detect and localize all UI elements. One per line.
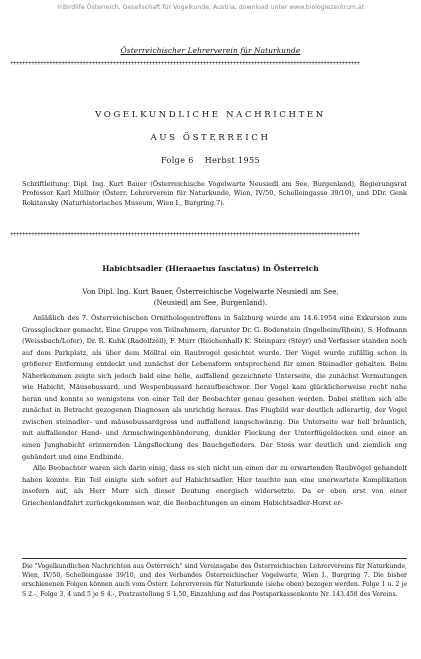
decorative-border-top: ++++++++++++++++++++++++++++++++++++++++++++++++++++++++++++++++++++++++++++++++++++++++++++++++++++++++++++++++++++ (10, 61, 360, 66)
paragraph-1: Anläßlich des 7. Österreichischen Ornithologentreffens in Salzburg wurde am 14.6.1954 eine Exkursion zum Grossglockner gemacht. Eine Gruppe von Teilnehmern, darunter Dr. G. Bodenstein (Ingelheim/Rhein), S. Hofmann (Weissbach/Lofer), Dr. R. Kuhk (Radolfzell), F. Murr (Reichenhall) K. Steinparz (Steyr) und Verfasser standen noch auf dem Parkplatz, als über dem Mölltal ein Raubvogel gesichtet wurde. Der Vogel wurde zufällig schon in größerer Entfernung entdeckt und zunächst der Lebensform entsprechend für einen Steinadler gehalten. Beim Näherkommen zeigte sich jedoch bald eine helle, auffallend gezeichnete Unterseite, die zunächst Vermutungen wie Habicht, Mäusebussard, und Wespenbussard heraufbeschwor. Der Vogel kam glücklicherweise recht nahe heran und konnte so wenigstens von einer Teil der Beobachter genau gesehen werden. Dabei stellten sich alle zunächst in Betracht gezogenen Diagnosen als unrichtig heraus. Das Flugbild war deutlich adlerartig, der Vogel zwischen steinadler- und mäusebussardgross und auffallend langschwänzig. Die Unterseite war hell bräunlich, mit auffallender Hand- und Armschwingenbänderung, dunkler Fleckung der Unterflügeldecken und einer an einen Junghabicht erinnernden Längsfleckung des Bauchgefieders. Der Stoss war deutlich und ziemlich eng gebändert und eine Endbinde. (22, 314, 407, 461)
copyright-watermark: ©Birdlife Österreich, Gesellschaft für Vogelkunde, Austria, download unter www.biologiezentrum.at (56, 4, 365, 11)
issue-season: Herbst 1955 (204, 156, 260, 165)
author-line-1: Von Dipl. Ing. Kurt Bauer, Österreichische Vogelwarte Neusiedl am See, (82, 288, 339, 296)
article-body (22, 313, 407, 509)
footnote: Die "Vogelkundlichen Nachrichten aus Österreich" sind Vereinsgabe des Österreichischen Lehrervereins für Naturkunde, Wien, IV/50, Schelleingasse 39/10, und des Verbandes Österreichischer Vogelwarte, Wien I., Burgring 7. Die bisher erschienenen Folgen können auch vom Österr. Lehrerverein für Naturkunde (siehe oben) bezogen werden. Folge 1 u. 2 je S 2.-, Folge 3, 4 und 5 je S 4.-, Postzustellung S 1.50, Einzahlung auf das Postsparkassenkonto Nr. 143.458 des Vereins. (22, 563, 407, 598)
editorial-board: Schriftleitung: Dipl. Ing. Kurt Bauer (Österreichische Vogelwarte Neusiedl am See, Burgenland), Regierungsrat Professor Karl Müllner (Österr. Lehrerverein für Naturkunde, Wien, IV/50, Schelleingasse 39/10), und DDr. Genk Rokitansky (Naturhistorisches Museum, Wien I., Burgring 7). (22, 180, 407, 207)
issue-number: Folge 6 (160, 156, 194, 165)
paragraph-2: Alle Beobachter waren sich darin einig, dass es sich nicht um einen der zu erwartenden Raubvögel gehandelt haben konnte. Ein Teil einigte sich sofort auf Habichtsadler. Hier tauchte nun eine unerwartete Komplikation insofern auf, als Herr Murr sich dieser Deutung energisch widersetzte. Da er eben erst von einer Griechenlandfahrt zurückgekommen war, die Beobachtungen an einem Habichtsadler-Horst er- (22, 464, 407, 507)
society-header: Österreichischer Lehrerverein für Naturkunde (120, 46, 301, 55)
author-line-2: (Neusiedl am See, Burgenland). (153, 298, 268, 307)
issue-line (0, 156, 421, 165)
decorative-border-bottom: ++++++++++++++++++++++++++++++++++++++++++++++++++++++++++++++++++++++++++++++++++++++++++++++++++++++++++++++++++++ (10, 232, 360, 237)
article-title: Habichtsadler (Hieraaetus fasciatus) in Österreich (102, 264, 319, 273)
article-author (40, 287, 381, 308)
journal-subtitle: AUS ÖSTERREICH (150, 133, 271, 143)
journal-title: VOGELKUNDLICHE NACHRICHTEN (95, 110, 326, 120)
footnote-divider (22, 558, 407, 559)
